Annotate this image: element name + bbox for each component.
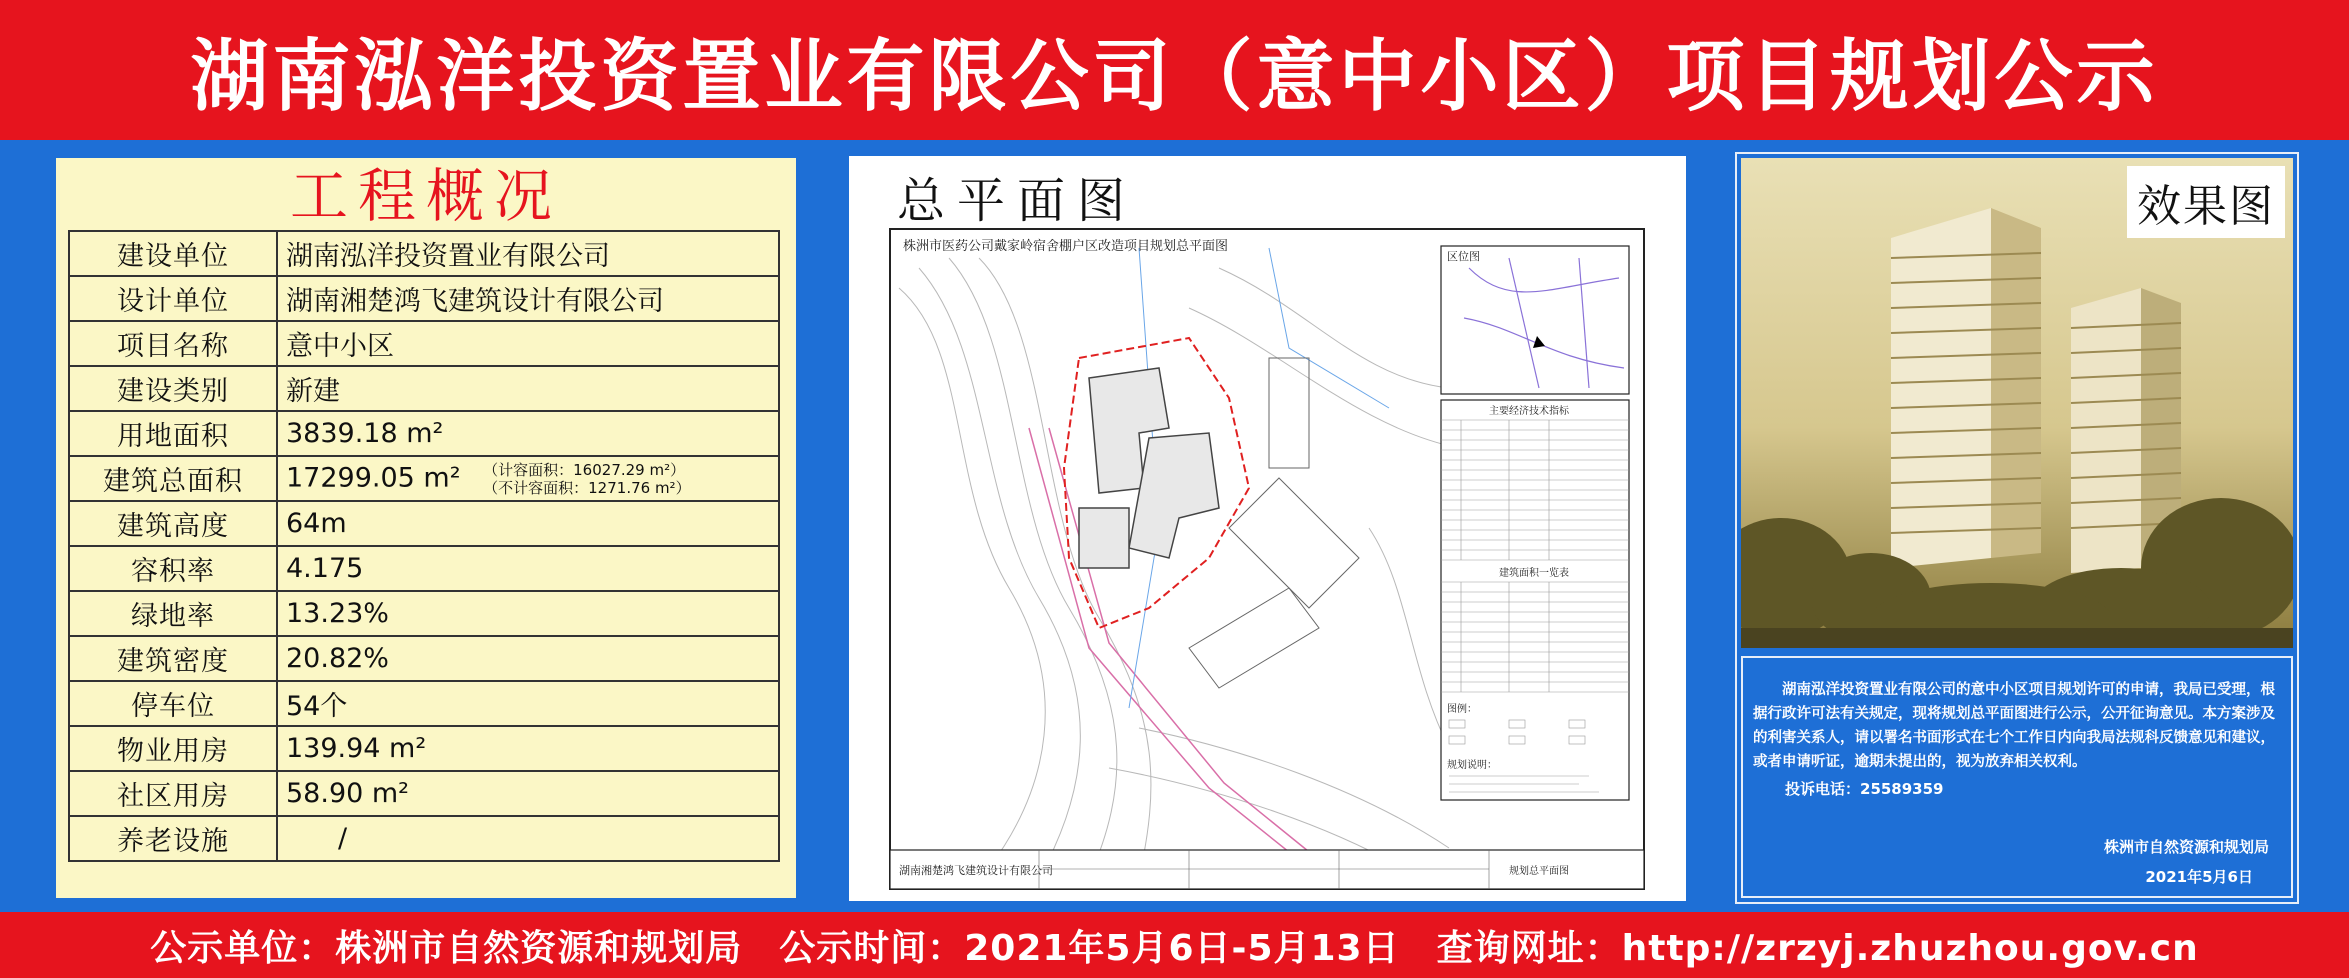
row-label: 养老设施 <box>69 816 277 861</box>
row-label: 建设单位 <box>69 231 277 276</box>
overview-table <box>68 230 780 862</box>
table-row <box>69 636 779 681</box>
row-label: 用地面积 <box>69 411 277 456</box>
row-value: 58.90 m² <box>277 771 779 816</box>
row-label: 建筑高度 <box>69 501 277 546</box>
row-value: 4.175 <box>277 546 779 591</box>
row-label: 物业用房 <box>69 726 277 771</box>
site-plan-drawing <box>889 228 1645 890</box>
bottom-banner <box>0 912 2349 978</box>
row-value: / <box>277 816 779 861</box>
row-value: 湖南泓洋投资置业有限公司 <box>277 231 779 276</box>
row-label: 停车位 <box>69 681 277 726</box>
rendering-image <box>1741 158 2293 648</box>
table-row <box>69 726 779 771</box>
publicity-info: 公示单位：株洲市自然资源和规划局 公示时间：2021年5月6日-5月13日 查询网址：http://zrzyj.zhuzhou.gov.cn <box>150 927 2199 969</box>
row-label: 设计单位 <box>69 276 277 321</box>
row-value: 64m <box>277 501 779 546</box>
table-row <box>69 546 779 591</box>
table-row <box>69 366 779 411</box>
notice-date: 2021年5月6日 <box>2145 868 2253 886</box>
site-plan-title: 总平面图 <box>897 173 1138 229</box>
designer-name: 湖南湘楚鸿飞建筑设计有限公司 <box>899 864 1053 877</box>
row-label: 项目名称 <box>69 321 277 366</box>
page-title: 湖南泓洋投资置业有限公司（意中小区）项目规划公示 <box>190 32 2159 122</box>
tech-table-title: 主要经济技术指标 <box>1489 406 1569 417</box>
row-label: 社区用房 <box>69 771 277 816</box>
row-value: 新建 <box>277 366 779 411</box>
notice-box <box>1741 656 2293 898</box>
area-note <box>483 461 690 497</box>
row-label: 建筑总面积 <box>69 456 277 501</box>
table-row <box>69 321 779 366</box>
row-value: 湖南湘楚鸿飞建筑设计有限公司 <box>277 276 779 321</box>
row-value: 20.82% <box>277 636 779 681</box>
row-label: 建设类别 <box>69 366 277 411</box>
row-label: 绿地率 <box>69 591 277 636</box>
rendering-label: 效果图 <box>2127 166 2285 238</box>
legend-label: 图例： <box>1447 704 1477 715</box>
location-label: 区位图 <box>1447 250 1480 263</box>
complaint-phone: 投诉电话：25589359 <box>1785 780 1944 798</box>
table-row <box>69 771 779 816</box>
row-value: 17299.05 m² <box>286 462 461 493</box>
row-value: 139.94 m² <box>277 726 779 771</box>
row-value: 意中小区 <box>277 321 779 366</box>
table-row <box>69 231 779 276</box>
table-row <box>69 456 779 501</box>
overview-title: 工程概况 <box>289 162 562 230</box>
overview-panel <box>56 158 796 898</box>
table-row <box>69 501 779 546</box>
row-value: 3839.18 m² <box>277 411 779 456</box>
area-note-counted: （计容面积：16027.29 m²） <box>483 460 686 479</box>
site-plan-panel <box>849 156 1686 901</box>
sheet-name: 规划总平面图 <box>1509 866 1569 877</box>
area-table-title: 建筑面积一览表 <box>1499 568 1569 579</box>
drawing-title: 株洲市医药公司戴家岭宿舍棚户区改造项目规划总平面图 <box>903 239 1229 254</box>
row-label: 建筑密度 <box>69 636 277 681</box>
notes-label: 规划说明： <box>1447 760 1497 771</box>
top-banner <box>0 0 2349 140</box>
row-value-cell <box>277 456 779 501</box>
row-value: 54个 <box>277 681 779 726</box>
row-value: 13.23% <box>277 591 779 636</box>
table-row <box>69 816 779 861</box>
row-label: 容积率 <box>69 546 277 591</box>
table-row <box>69 681 779 726</box>
notice-organization: 株洲市自然资源和规划局 <box>2103 838 2269 856</box>
right-panel <box>1735 152 2299 904</box>
notice-text: 湖南泓洋投资置业有限公司的意中小区项目规划许可的申请，我局已受理，根据行政许可法有关规定，现将规划总平面图进行公示，公开征询意见。本方案涉及的利害关系人，请以署名书面形式在七个工作日内向我局法规科反馈意见和建议，或者申请听证，逾期未提出的，视为放弃相关权利。 <box>1753 682 2275 770</box>
area-note-uncounted: （不计容面积：1271.76 m²） <box>483 478 691 497</box>
table-row <box>69 411 779 456</box>
table-row <box>69 591 779 636</box>
table-row <box>69 276 779 321</box>
